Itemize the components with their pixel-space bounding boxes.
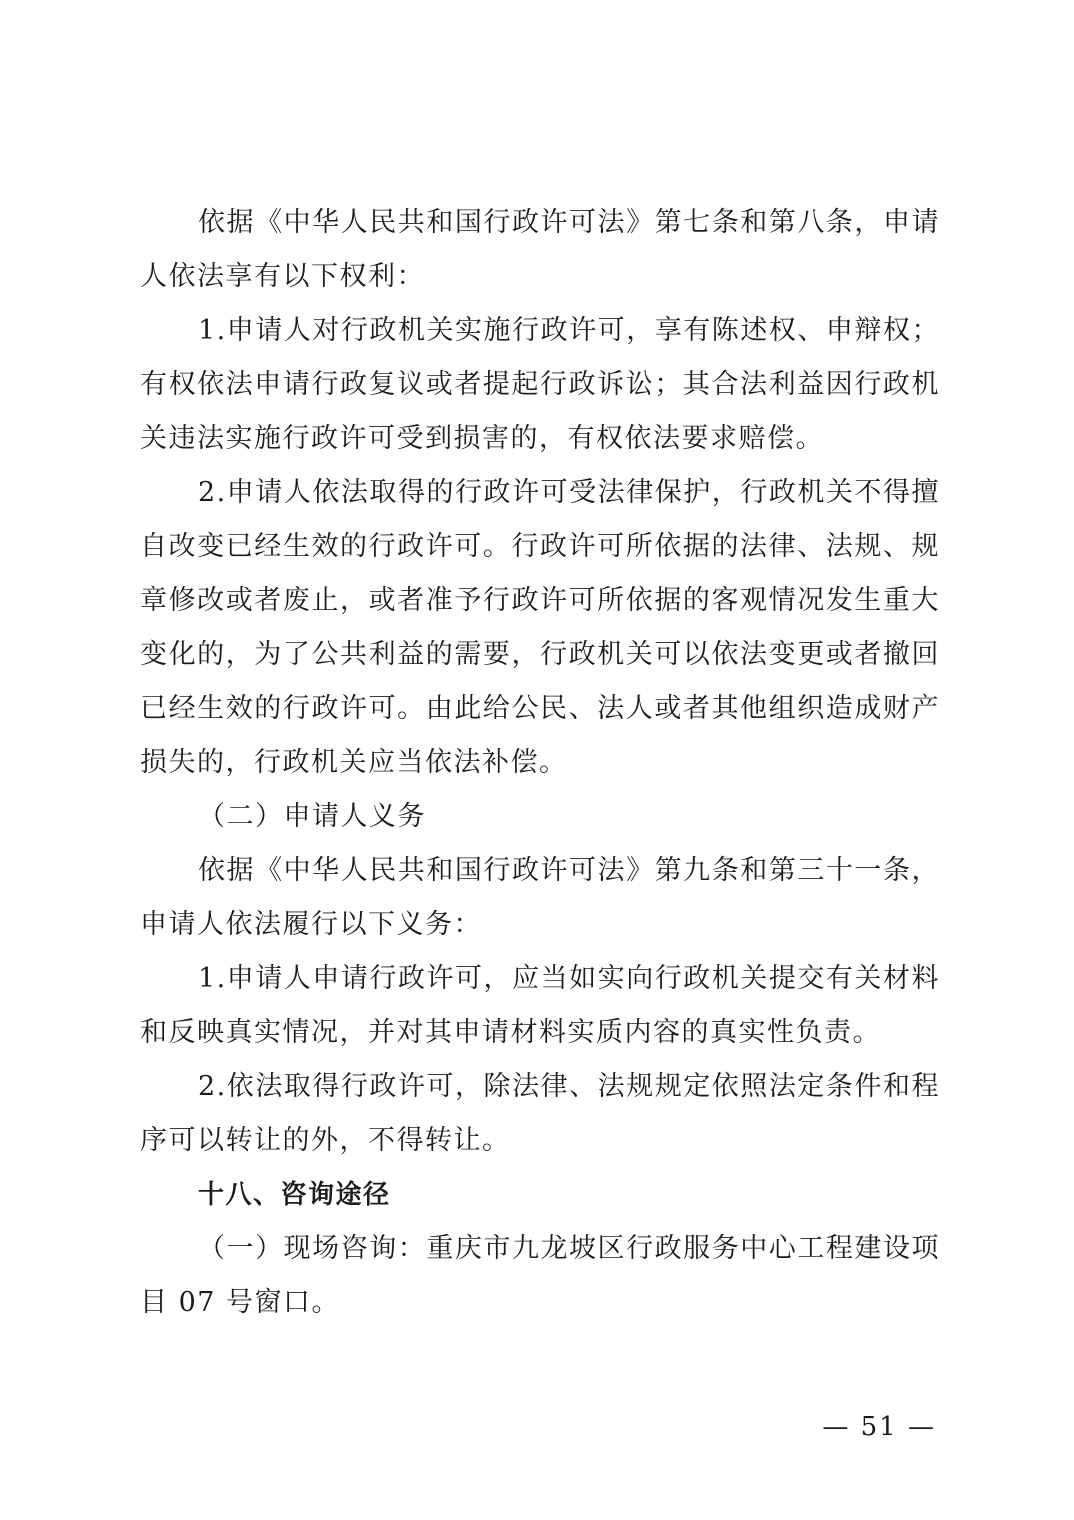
text-line: 申请人依法履行以下义务：: [140, 909, 482, 940]
text-line: 1.申请人对行政机关实施行政许可，享有陈述权、申辩权；: [198, 315, 940, 346]
page-number: — 51 —: [822, 1412, 936, 1442]
text-line: （二）申请人义务: [198, 801, 426, 832]
paragraph-consult-onsite: [140, 1222, 940, 1330]
text-line: 人依法享有以下权利：: [140, 261, 425, 292]
text-line: 章修改或者废止，或者准予行政许可所依据的客观情况发生重大: [140, 585, 940, 616]
text-line: 1.申请人申请行政许可，应当如实向行政机关提交有关材料: [198, 963, 940, 994]
document-body: [140, 196, 940, 1330]
text-line: 自改变已经生效的行政许可。行政许可所依据的法律、法规、规: [140, 531, 940, 562]
text-line: 有权依法申请行政复议或者提起行政诉讼；其合法利益因行政机: [140, 369, 940, 400]
section-heading-consultation: [140, 1168, 940, 1222]
paragraph-obligations-intro: [140, 844, 940, 952]
paragraph-right-1: [140, 304, 940, 466]
text-line: 关违法实施行政许可受到损害的，有权依法要求赔偿。: [140, 423, 824, 454]
text-line: 依据《中华人民共和国行政许可法》第九条和第三十一条，: [198, 855, 940, 886]
text-line: 目 07 号窗口。: [140, 1287, 341, 1318]
text-line: 变化的，为了公共利益的需要，行政机关可以依法变更或者撤回: [140, 639, 940, 670]
text-line: （一）现场咨询：重庆市九龙坡区行政服务中心工程建设项: [198, 1233, 940, 1264]
paragraph-right-2: [140, 466, 940, 790]
text-line: 序可以转让的外，不得转让。: [140, 1125, 511, 1156]
heading-text: 十八、咨询途径: [198, 1180, 391, 1210]
paragraph-rights-intro: [140, 196, 940, 304]
paragraph-obligation-2: [140, 1060, 940, 1168]
paragraph-obligation-1: [140, 952, 940, 1060]
text-line: 已经生效的行政许可。由此给公民、法人或者其他组织造成财产: [140, 693, 940, 724]
text-line: 损失的，行政机关应当依法补偿。: [140, 747, 568, 778]
text-line: 和反映真实情况，并对其申请材料实质内容的真实性负责。: [140, 1017, 881, 1048]
text-line: 依据《中华人民共和国行政许可法》第七条和第八条，申请: [198, 207, 940, 238]
text-line: 2.申请人依法取得的行政许可受法律保护，行政机关不得擅: [198, 477, 940, 508]
subheading-obligations: [140, 790, 940, 844]
text-line: 2.依法取得行政许可，除法律、法规规定依照法定条件和程: [198, 1071, 940, 1102]
